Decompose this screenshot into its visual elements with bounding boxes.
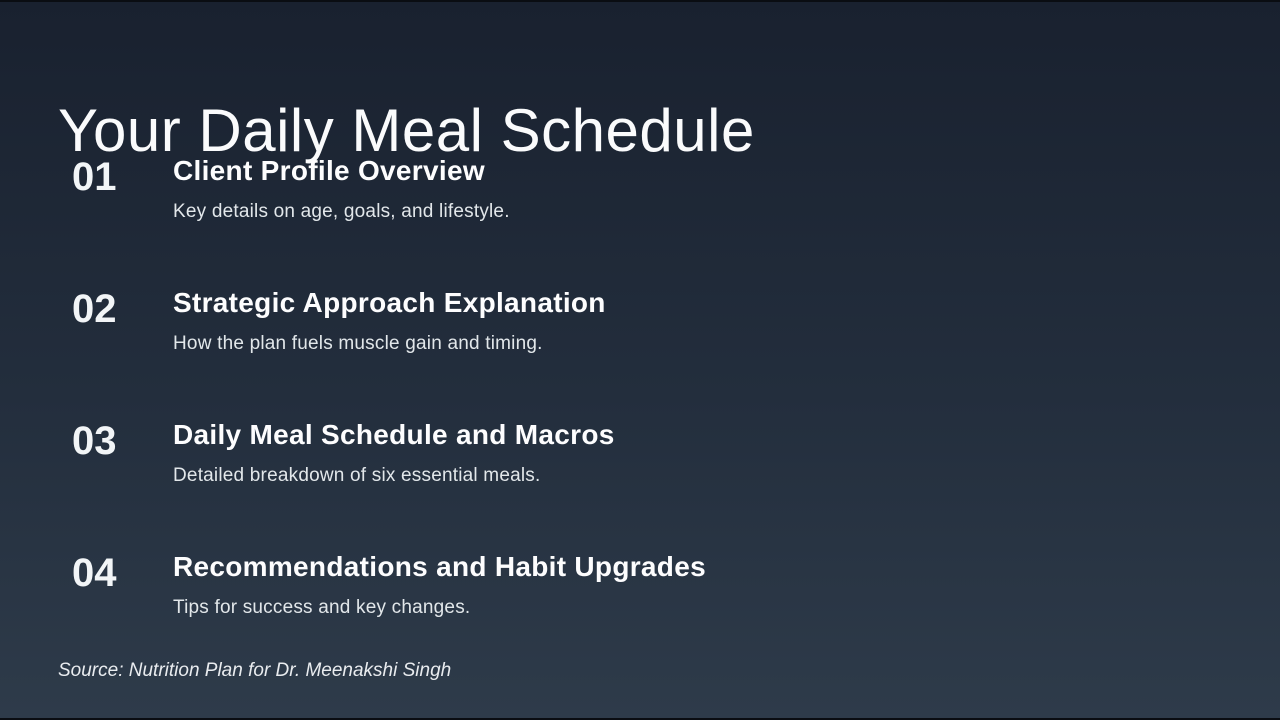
source-attribution: Source: Nutrition Plan for Dr. Meenakshi Singh <box>58 660 452 681</box>
item-description: Tips for success and key changes. <box>173 597 471 618</box>
item-body <box>173 289 606 356</box>
agenda-item-2 <box>72 289 606 356</box>
agenda-item-4 <box>72 553 706 620</box>
item-heading: Client Profile Overview <box>173 155 485 186</box>
item-body <box>173 157 510 224</box>
slide-title: Your Daily Meal Schedule <box>58 97 755 165</box>
agenda-item-3 <box>72 421 615 488</box>
item-number: 02 <box>72 287 117 331</box>
item-description: Detailed breakdown of six essential meals. <box>173 465 541 486</box>
item-number: 01 <box>72 155 117 199</box>
item-body <box>173 553 706 620</box>
item-body <box>173 421 615 488</box>
agenda-item-1 <box>72 157 510 224</box>
item-heading: Daily Meal Schedule and Macros <box>173 419 615 450</box>
slide-background <box>0 2 1280 718</box>
item-description: Key details on age, goals, and lifestyle. <box>173 201 510 222</box>
item-description: How the plan fuels muscle gain and timing. <box>173 333 543 354</box>
item-heading: Strategic Approach Explanation <box>173 287 606 318</box>
item-number: 04 <box>72 551 117 595</box>
item-heading: Recommendations and Habit Upgrades <box>173 551 706 582</box>
item-number: 03 <box>72 419 117 463</box>
